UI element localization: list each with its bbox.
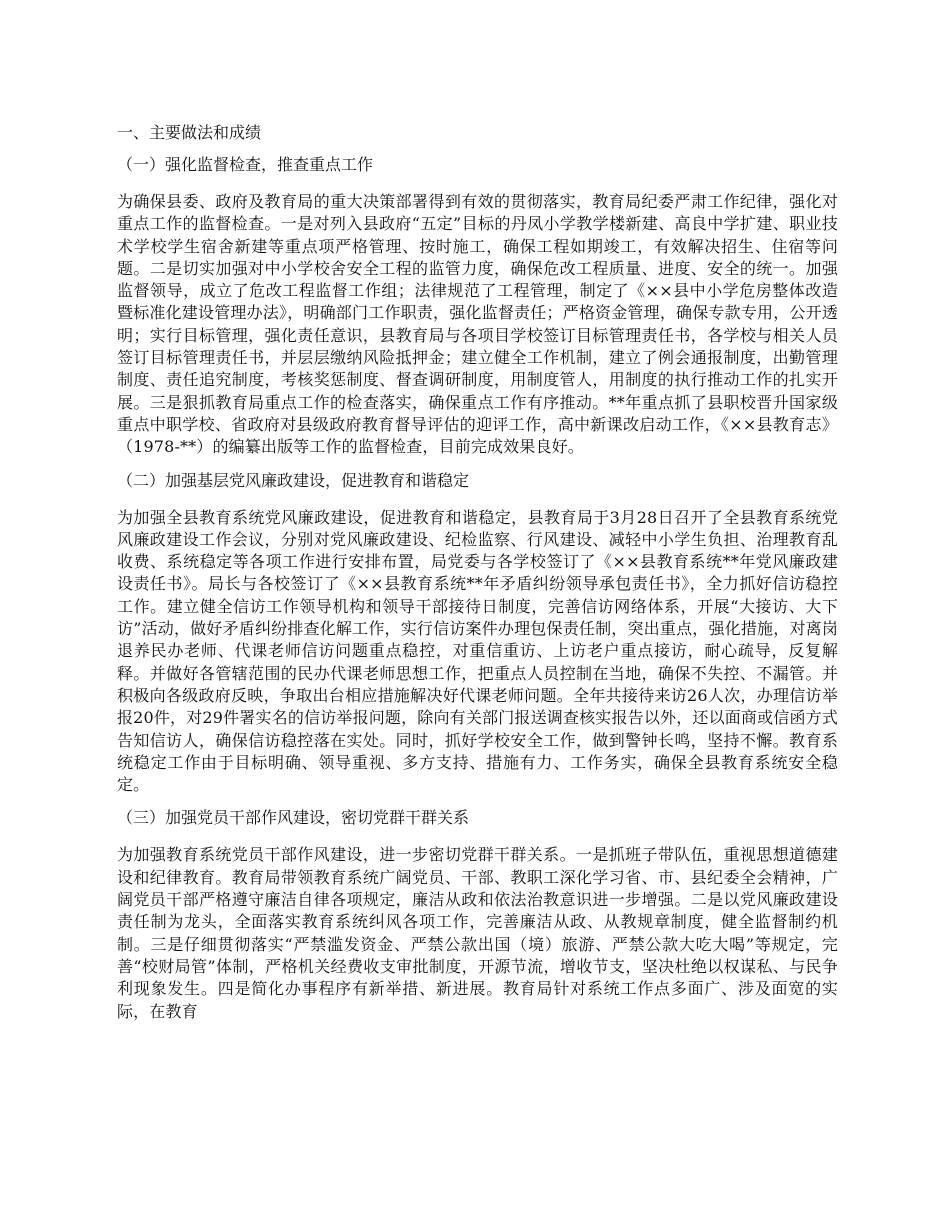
subsection-paragraph-2: 为加强全县教育系统党风廉政建设，促进教育和谐稳定，县教育局于3月28日召开了全县教育系统党风廉政建设工作会议，分别对党风廉政建设、纪检监察、行风建设、减轻中小学生负担、治理教育乱收费、系统稳定等各项工作进行安排布置，局党委与各学校签订了《××县教育系统**年党风廉政建设责任书》。局长与各校签订了《××县教育系统**年矛盾纠纷领导承包责任书》，全力抓好信访稳控工作。建立健全信访工作领导机构和领导干部接待日制度，完善信访网络体系，开展“大接访、大下访”活动，做好矛盾纠纷排查化解工作，实行信访案件办理包保责任制，突出重点，强化措施，对离岗退养民办老师、代课老师信访问题重点稳控，对重信重访、上访老户重点接访，耐心疏导，反复解释。并做好各管辖范围的民办代课老师思想工作，把重点人员控制在当地，确保不失控、不漏管。并积极向各级政府反映，争取出台相应措施解决好代课老师问题。全年共接待来访26人次，办理信访举报20件，对29件署实名的信访举报问题，除向有关部门报送调查核实报告以外，还以面商或信函方式告知信访人，确保信访稳控落在实处。同时，抓好学校安全工作，做到警钟长鸣，坚持不懈。教育系统稳定工作由于目标明确、领导重视、多方支持、措施有力、工作务实，确保全县教育系统安全稳定。 [117,507,838,795]
subsection-title-2: （二）加强基层党风廉政建设，促进教育和谐稳定 [117,470,470,490]
subsection-title-3: （三）加强党员干部作风建设，密切党群干群关系 [117,808,470,828]
section-heading: 一、主要做法和成绩 [117,123,262,142]
subsection-title-1: （一）强化监督检查，推查重点工作 [117,155,374,174]
subsection-paragraph-3: 为加强教育系统党员干部作风建设，进一步密切党群干群关系。一是抓班子带队伍，重视思想道德建设和纪律教育。教育局带领教育系统广阔党员、干部、教职工深化学习省、市、县纪委全会精神，广阔党员干部严格遵守廉洁自律各项规定，廉洁从政和依法治教意识进一步增强。二是以党风廉政建设责任制为龙头，全面落实教育系统纠风各项工作，完善廉洁从政、从教规章制度，健全监督制约机制。三是仔细贯彻落实“严禁滥发资金、严禁公款出国（境）旅游、严禁公款大吃大喝”等规定，完善“校财局管”体制，严格机关经费收支审批制度，开源节流，增收节支，坚决杜绝以权谋私、与民争利现象发生。四是简化办事程序有新举措、新进展。教育局针对系统工作点多面广、涉及面宽的实际，在教育 [117,845,838,1021]
subsection-paragraph-1: 为确保县委、政府及教育局的重大决策部署得到有效的贯彻落实，教育局纪委严肃工作纪律，强化对重点工作的监督检查。一是对列入县政府“五定”目标的丹凤小学教学楼新建、高良中学扩建、职业技术学校学生宿舍新建等重点项严格管理、按时施工，确保工程如期竣工，有效解决招生、住宿等问题。二是切实加强对中小学校舍安全工程的监管力度，确保危改工程质量、进度、安全的统一。加强监督领导，成立了危改工程监督工作组；法律规范了工程管理，制定了《××县中小学危房整体改造暨标准化建设管理办法》，明确部门工作职责，强化监督责任；严格资金管理，确保专款专用，公开透明；实行目标管理，强化责任意识，县教育局与各项目学校签订目标管理责任书，各学校与相关人员签订目标管理责任书，并层层缴纳风险抵押金；建立健全工作机制，建立了例会通报制度，出勤管理制度、责任追究制度，考核奖惩制度、督查调研制度，用制度管人，用制度的执行推动工作的扎实开展。三是狠抓教育局重点工作的检查落实，确保重点工作有序推动。**年重点抓了县职校晋升国家级重点中职学校、省政府对县级政府教育督导评估的迎评工作，高中新课改启动工作，《××县教育志》（1978-**）的编纂出版等工作的监督检查，目前完成效果良好。 [117,192,838,457]
